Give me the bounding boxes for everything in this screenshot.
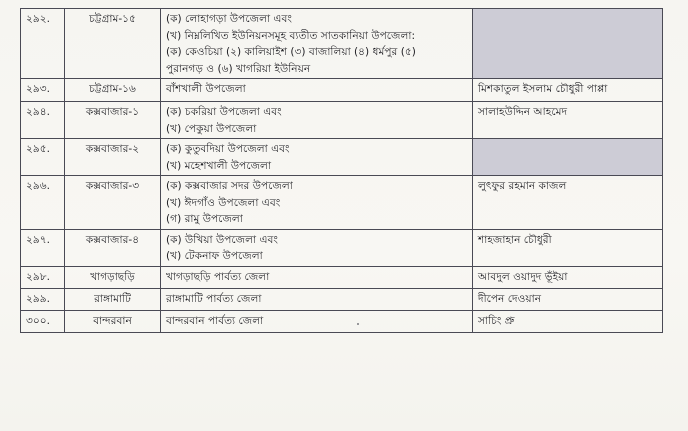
area-line: (ক) চকরিয়া উপজেলা এবং [166, 106, 282, 118]
constituency-name: রাঙ্গামাটি [65, 288, 161, 310]
member-name: মিশকাতুল ইসলাম চৌধুরী পাপ্পা [473, 79, 663, 102]
table-row [21, 288, 663, 310]
constituency-area [161, 310, 473, 332]
paper-speck [357, 323, 359, 325]
area-line: (ক) লোহাগড়া উপজেলা এবং [166, 13, 292, 25]
area-line: বাঁশখালী উপজেলা [166, 83, 246, 95]
area-line: (ক) উখিয়া উপজেলা এবং [166, 233, 278, 246]
serial-number: ২৯২. [21, 9, 65, 79]
constituency-area [161, 288, 473, 310]
member-name: দীপেন দেওয়ান [473, 288, 663, 310]
shaded-member-cell [473, 9, 663, 79]
member-name: শাহজাহান চৌধুরী [473, 229, 663, 266]
area-line: রাঙ্গামাটি পার্বত্য জেলা [166, 292, 262, 305]
serial-number: ২৯৭. [21, 229, 65, 266]
area-line: (খ) নিম্নলিখিত ইউনিয়নসমূহ ব্যতীত সাতকানিয়া উপজেলা: [166, 29, 416, 42]
serial-number: ২৯৯. [21, 288, 65, 310]
constituency-name: বান্দরবান [65, 310, 161, 332]
area-line: (ক) কুতুবদিয়া উপজেলা এবং [166, 143, 290, 155]
constituency-name: খাগড়াছড়ি [65, 266, 161, 288]
serial-number: ৩০০. [21, 310, 65, 332]
constituency-area [161, 176, 473, 230]
constituency-name: কক্সবাজার-৪ [65, 229, 161, 266]
member-name: সালাহউদ্দিন আহমেদ [473, 102, 663, 139]
area-line: (খ) টেকনাফ উপজেলা [166, 250, 263, 262]
constituency-area [161, 102, 473, 139]
serial-number: ২৯৩. [21, 79, 65, 102]
table-row [21, 229, 663, 266]
constituency-area [161, 229, 473, 266]
area-line: (গ) রামু উপজেলা [166, 213, 243, 225]
constituency-area [161, 266, 473, 288]
serial-number: ২৯৪. [21, 102, 65, 139]
serial-number: ২৯৮. [21, 266, 65, 288]
area-line: বান্দরবান পার্বত্য জেলা [166, 314, 264, 327]
area-line: (খ) ঈদগাঁও উপজেলা এবং [166, 196, 281, 209]
constituency-table [20, 8, 663, 333]
constituency-name: কক্সবাজার-২ [65, 139, 161, 176]
area-line: পুরানগড় ও (৬) খাগরিয়া ইউনিয়ন [166, 62, 311, 75]
constituency-name: চট্টগ্রাম-১৬ [65, 79, 161, 102]
area-line: (ক) কক্সবাজার সদর উপজেলা [166, 180, 293, 192]
area-line: (খ) পেকুয়া উপজেলা [166, 122, 257, 135]
table-body [21, 9, 663, 333]
table-row [21, 310, 663, 332]
member-name: সাচিং প্রু [473, 310, 663, 332]
table-row [21, 266, 663, 288]
constituency-area [161, 139, 473, 176]
constituency-name: কক্সবাজার-১ [65, 102, 161, 139]
area-line: (খ) মহেশখালী উপজেলা [166, 159, 272, 172]
table-row [21, 9, 663, 79]
table-row [21, 79, 663, 102]
serial-number: ২৯৫. [21, 139, 65, 176]
constituency-area [161, 9, 473, 79]
constituency-area [161, 79, 473, 102]
table-row [21, 176, 663, 230]
constituency-name: কক্সবাজার-৩ [65, 176, 161, 230]
member-name: আবদুল ওয়াদুদ ভূঁইয়া [473, 266, 663, 288]
area-line: খাগড়াছড়ি পার্বত্য জেলা [166, 270, 270, 283]
shaded-member-cell [473, 139, 663, 176]
table-row [21, 102, 663, 139]
serial-number: ২৯৬. [21, 176, 65, 230]
table-row [21, 139, 663, 176]
area-line: (ক) কেওচিয়া (২) কালিয়াইশ (৩) বাজালিয়া (৪) ধর্মপুর (৫) [166, 46, 416, 58]
constituency-name: চট্টগ্রাম-১৫ [65, 9, 161, 79]
member-name: লুৎফুর রহমান কাজল [473, 176, 663, 230]
